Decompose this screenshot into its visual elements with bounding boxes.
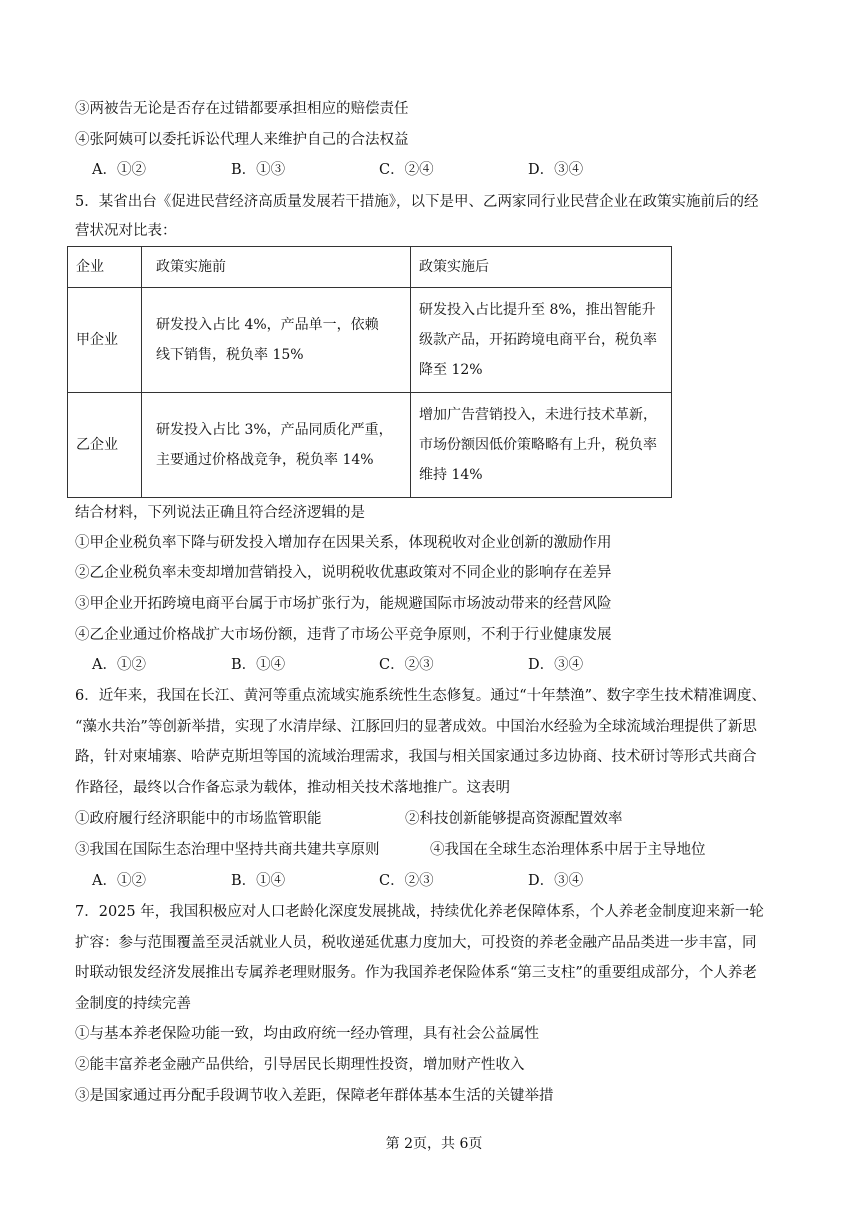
q7-statement-1: ①与基本养老保险功能一致，均由政府统一经办管理，具有社会公益属性 [75,1026,539,1042]
q6-option-c[interactable]: C．②③ [379,873,434,889]
q7-stem-line-1: 7．2025 年，我国积极应对人口老龄化深度发展挑战，持续优化养老保障体系，个人养老金制度迎来新一轮 [75,904,764,920]
q7-statement-3: ③是国家通过再分配手段调节收入差距，保障老年群体基本生活的关键举措 [75,1088,554,1104]
q5-statement-3: ③甲企业开拓跨境电商平台属于市场扩张行为，能规避国际市场波动带来的经营风险 [75,596,612,612]
cell-line: 维持 14% [419,467,483,483]
q6-stem-line-4: 作路径，最终以合作备忘录为载体，推动相关技术落地推广。这表明 [75,780,510,796]
row-after [411,288,672,393]
q6-option-b[interactable]: B．①④ [231,873,286,889]
q5-option-a[interactable]: A．①② [92,657,146,673]
cell-line: 降至 12% [419,362,483,378]
table-header-row [68,247,672,288]
q5-stem-line-1: 5．某省出台《促进民营经济高质量发展若干措施》，以下是甲、乙两家同行业民营企业在政策实施前后的经 [75,194,759,210]
q5-options [92,655,792,675]
q5-option-b[interactable]: B．①④ [231,657,286,673]
row-before [142,288,411,393]
table-row [68,288,672,393]
cell-line: 市场份额因低价策略略有上升，税负率 [419,437,657,453]
cell-line: 研发投入占比 3%，产品同质化严重， [156,422,393,438]
q5-prompt: 结合材料，下列说法正确且符合经济逻辑的是 [75,505,365,521]
q4-statement-4: ④张阿姨可以委托诉讼代理人来维护自己的合法权益 [75,132,409,148]
row-before [142,393,411,498]
q5-stem-line-2: 营状况对比表： [75,223,177,239]
q6-option-d[interactable]: D．③④ [528,873,584,889]
cell-line: 主要通过价格战竞争，税负率 14% [156,452,374,468]
q4-options [92,160,792,180]
q6-statement-1: ①政府履行经济职能中的市场监管职能 [75,811,322,827]
cell-line: 增加广告营销投入，未进行技术革新， [419,407,657,423]
header-before: 政策实施前 [142,247,411,288]
q7-stem-line-4: 金制度的持续完善 [75,996,191,1012]
q6-options [92,871,792,891]
q5-statement-4: ④乙企业通过价格战扩大市场份额，违背了市场公平竞争原则，不利于行业健康发展 [75,627,612,643]
q5-option-d[interactable]: D．③④ [528,657,584,673]
q4-option-b[interactable]: B．①③ [231,162,286,178]
cell-line: 线下销售，税负率 15% [156,347,304,363]
q4-option-d[interactable]: D．③④ [528,162,584,178]
row-company: 甲企业 [68,288,142,393]
row-after [411,393,672,498]
q5-option-c[interactable]: C．②③ [379,657,434,673]
q6-stem-line-2: “藻水共治”等创新举措，实现了水清岸绿、江豚回归的显著成效。中国治水经验为全球流域治理提供了新思 [75,719,757,735]
q6-statement-3: ③我国在国际生态治理中坚持共商共建共享原则 [75,842,380,858]
q6-statement-2: ②科技创新能够提高资源配置效率 [405,811,623,827]
q7-stem-line-2: 扩容：参与范围覆盖至灵活就业人员，税收递延优惠力度加大，可投资的养老金融产品品类进一步丰富，同 [75,935,757,951]
row-company: 乙企业 [68,393,142,498]
header-after: 政策实施后 [411,247,672,288]
q5-statement-2: ②乙企业税负率未变却增加营销投入，说明税收优惠政策对不同企业的影响存在差异 [75,565,612,581]
policy-comparison-table [67,246,672,498]
q5-statement-1: ①甲企业税负率下降与研发投入增加存在因果关系，体现税收对企业创新的激励作用 [75,535,612,551]
q7-statement-2: ②能丰富养老金融产品供给，引导居民长期理性投资，增加财产性收入 [75,1057,525,1073]
table-row [68,393,672,498]
q4-option-c[interactable]: C．②④ [379,162,434,178]
q7-stem-line-3: 时联动银发经济发展推出专属养老理财服务。作为我国养老保险体系“第三支柱”的重要组成部分，个人养老 [75,965,757,981]
page-footer: 第 2页，共 6页 [385,1136,483,1152]
q6-statement-4: ④我国在全球生态治理体系中居于主导地位 [430,842,706,858]
q6-stem-line-3: 路，针对柬埔寨、哈萨克斯坦等国的流域治理需求，我国与相关国家通过多边协商、技术研讨等形式共商合 [75,749,757,765]
q6-stem-line-1: 6．近年来，我国在长江、黄河等重点流域实施系统性生态修复。通过“十年禁渔”、数字孪生技术精准调度、 [75,688,767,704]
cell-line: 级款产品，开拓跨境电商平台，税负率 [419,332,657,348]
q4-statement-3: ③两被告无论是否存在过错都要承担相应的赔偿责任 [75,101,409,117]
header-company: 企业 [68,247,142,288]
q6-option-a[interactable]: A．①② [92,873,146,889]
q4-option-a[interactable]: A．①② [92,162,146,178]
cell-line: 研发投入占比 4%，产品单一，依赖 [156,317,379,333]
cell-line: 研发投入占比提升至 8%，推出智能升 [419,302,656,318]
